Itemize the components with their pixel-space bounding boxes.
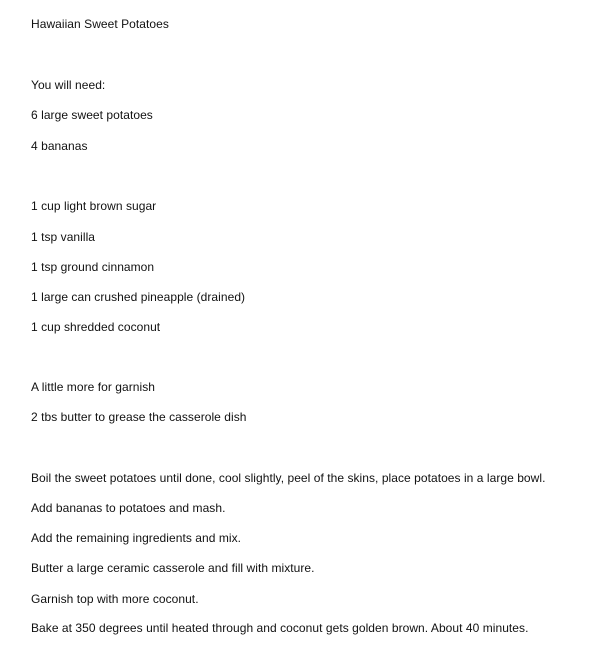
instruction-step: Add the remaining ingredients and mix. <box>31 531 242 545</box>
instruction-step: Add bananas to potatoes and mash. <box>31 501 226 515</box>
instruction-step: Butter a large ceramic casserole and fill with mixture. <box>31 561 315 575</box>
ingredient-item: 6 large sweet potatoes <box>31 108 153 122</box>
ingredient-item: 1 cup shredded coconut <box>31 320 161 334</box>
ingredient-item: 1 tsp vanilla <box>31 230 96 244</box>
ingredient-item: A little more for garnish <box>31 380 155 394</box>
needs-heading: You will need: <box>31 78 106 92</box>
instruction-step: Bake at 350 degrees until heated through and coconut gets golden brown. About 40 minutes. <box>31 621 529 635</box>
ingredient-item: 4 bananas <box>31 139 88 153</box>
recipe-title: Hawaiian Sweet Potatoes <box>31 17 169 31</box>
instruction-step: Garnish top with more coconut. <box>31 592 199 606</box>
ingredient-item: 1 cup light brown sugar <box>31 199 157 213</box>
ingredient-item: 1 tsp ground cinnamon <box>31 260 155 274</box>
instruction-step: Boil the sweet potatoes until done, cool slightly, peel of the skins, place potatoes in a large bowl. <box>31 471 546 485</box>
ingredient-item: 1 large can crushed pineapple (drained) <box>31 290 246 304</box>
ingredient-item: 2 tbs butter to grease the casserole dish <box>31 410 247 424</box>
